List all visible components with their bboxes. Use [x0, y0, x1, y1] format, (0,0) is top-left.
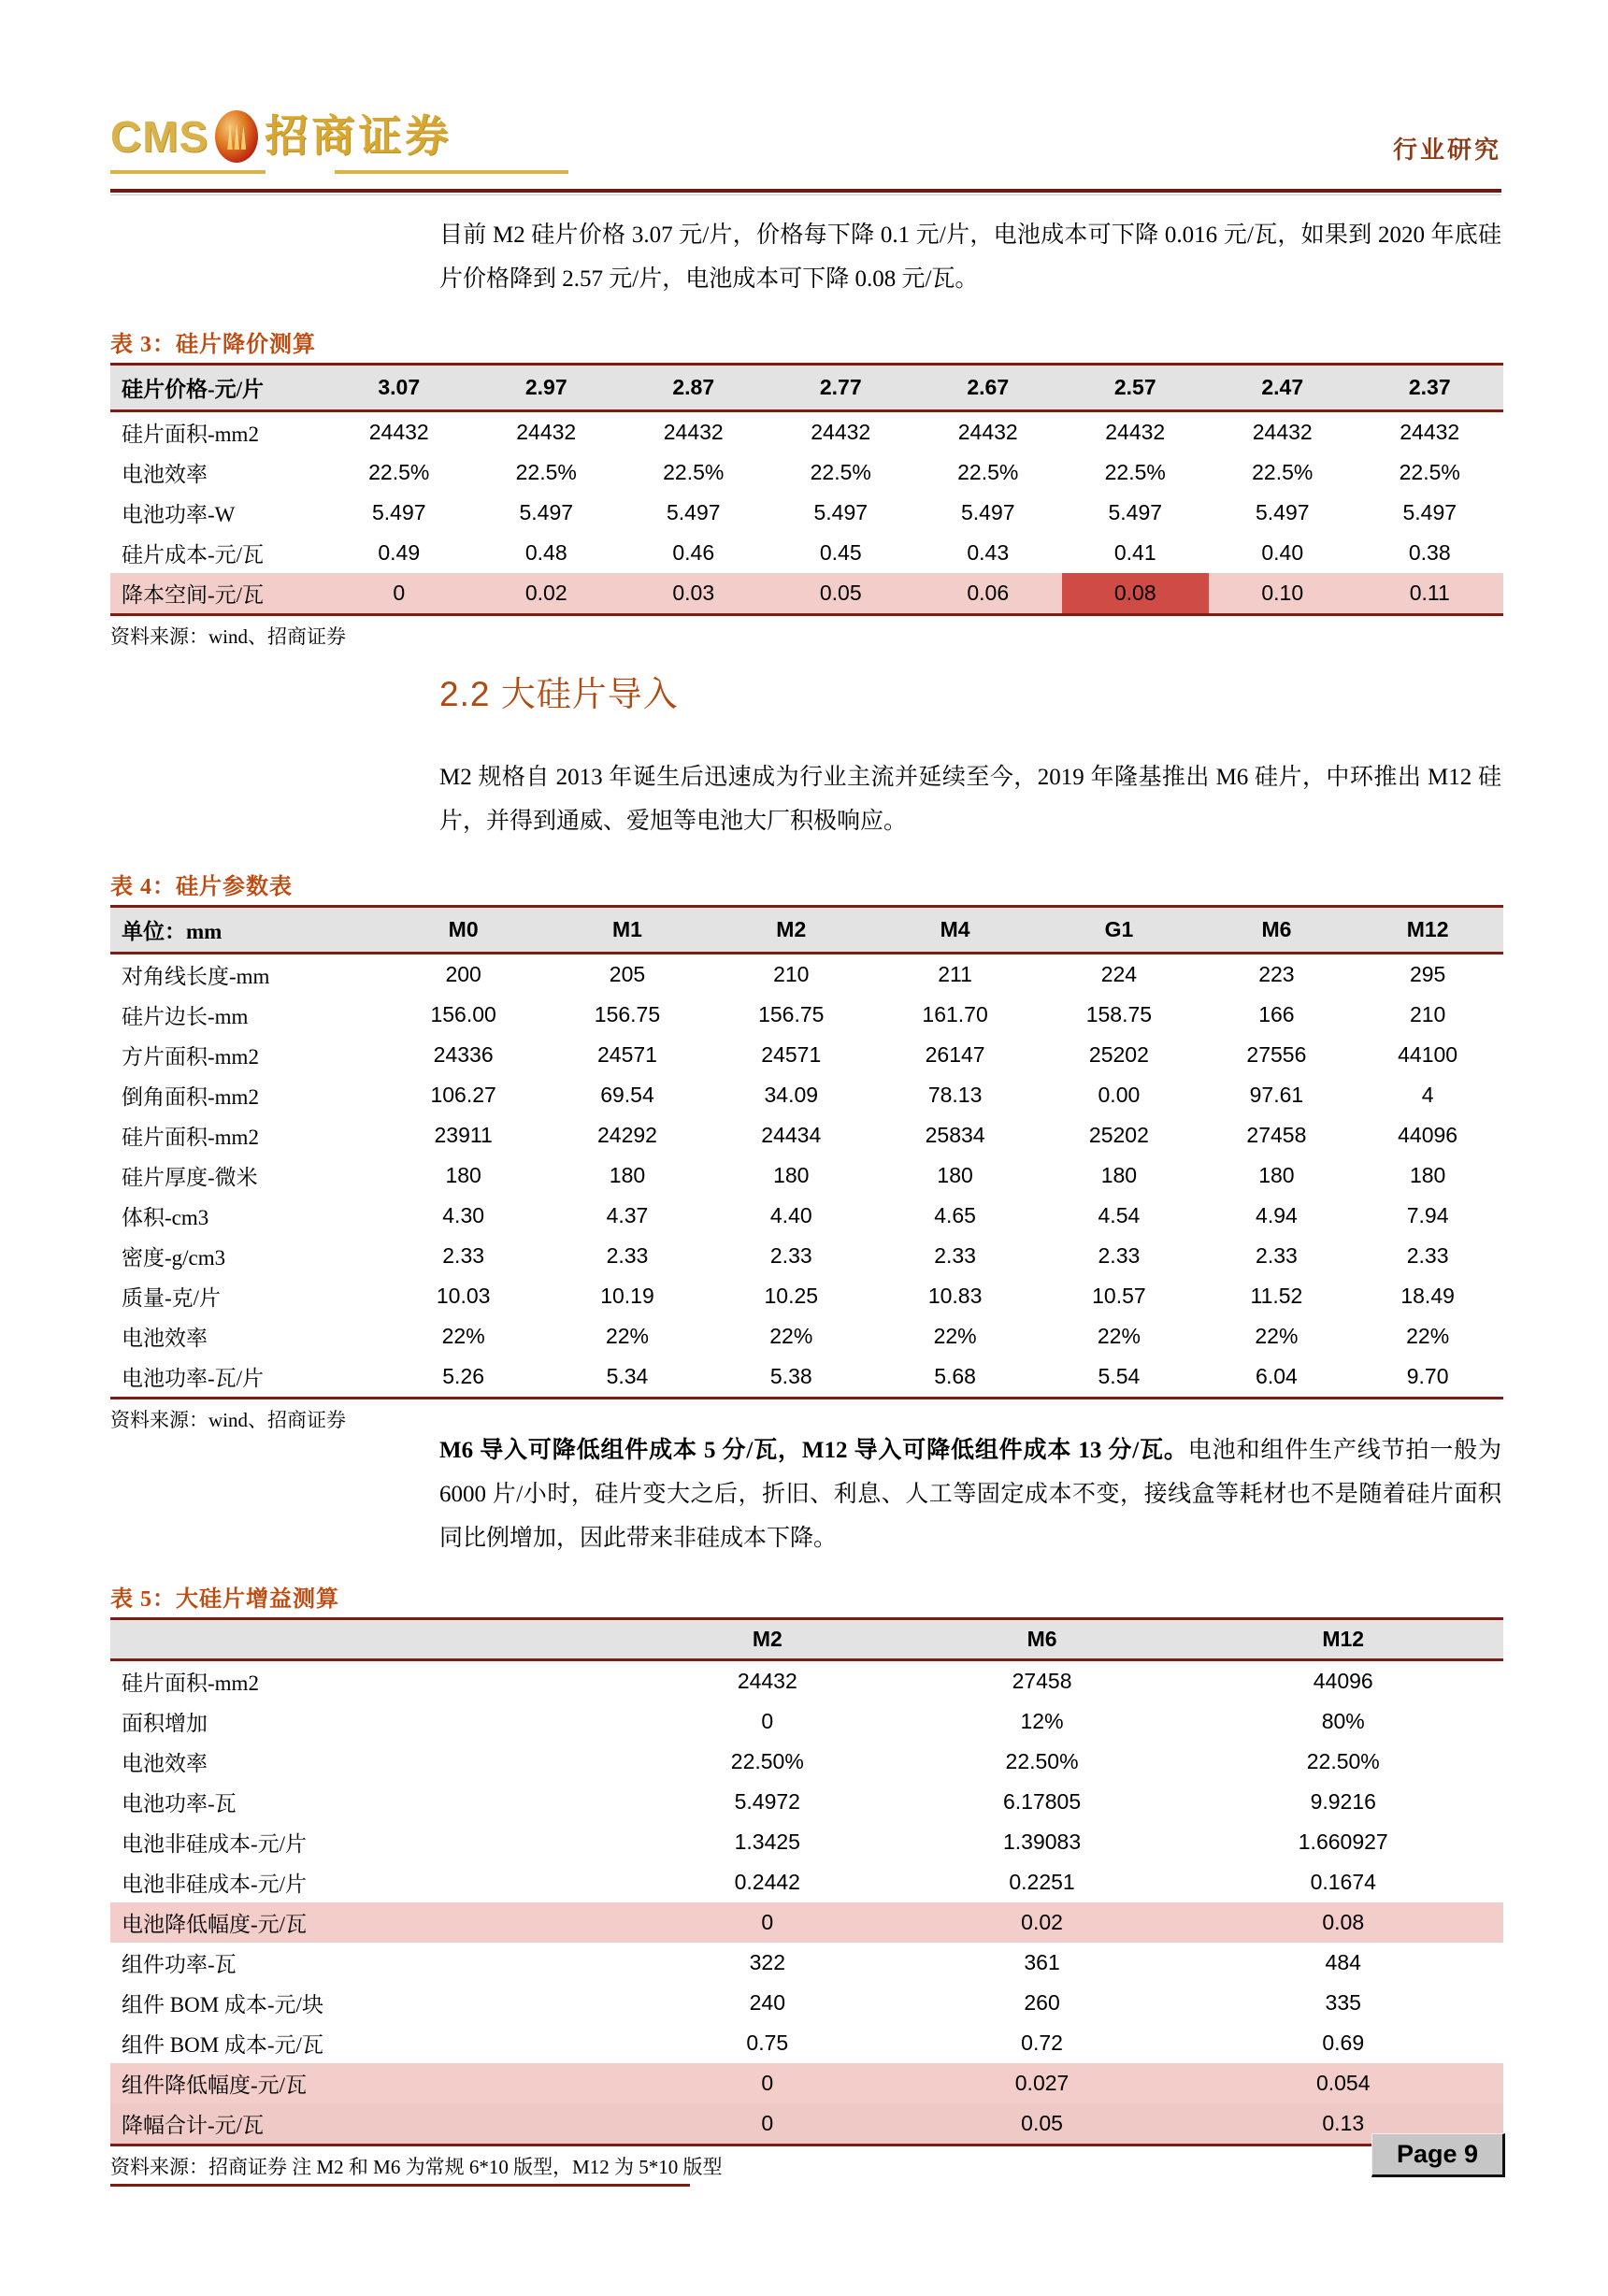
table-cell: 2.33: [1406, 1243, 1449, 1268]
table-cell: 24432: [516, 420, 577, 444]
table3-title: 表 3：硅片降价测算: [110, 333, 316, 357]
row-label: 组件 BOM 成本-元/块: [122, 1993, 323, 2016]
column-header-2: M6: [901, 1619, 1184, 1660]
table-row: [110, 493, 1503, 533]
table-cell: 0.46: [672, 540, 715, 565]
table-cell: 22%: [933, 1324, 977, 1348]
table-cell: 24336: [433, 1042, 494, 1067]
table-row: [110, 1742, 1503, 1782]
column-header-8: 2.37: [1357, 365, 1504, 411]
table-cell: 361: [1024, 1950, 1060, 1974]
table-cell: 44096: [1313, 1669, 1373, 1693]
table5-title: 表 5：大硅片增益测算: [110, 1587, 339, 1612]
header-divider-thin: [110, 194, 1501, 195]
table-cell: 24432: [737, 1669, 797, 1693]
table-cell: 0: [325, 573, 473, 615]
table-cell: 0.2442: [734, 1870, 800, 1894]
table-cell: 0.054: [1183, 2063, 1503, 2103]
table-cell: 27556: [1246, 1042, 1307, 1067]
logo-underline-right: [335, 170, 568, 174]
table-cell: 5.497: [960, 500, 1015, 524]
header-divider: [110, 189, 1501, 193]
table-row: [110, 1701, 1503, 1742]
table-cell: 5.4972: [734, 1789, 800, 1814]
row-label: 电池非硅成本-元/片: [122, 1832, 308, 1856]
table-row: [110, 573, 1503, 615]
table-cell: 0.00: [1098, 1083, 1141, 1107]
table-cell: 5.38: [710, 1356, 873, 1399]
table-cell: 24434: [761, 1123, 822, 1147]
table-cell: 1.660927: [1298, 1830, 1388, 1854]
table3-block: [110, 325, 1503, 650]
table-cell: 22.50%: [1005, 1749, 1079, 1773]
logo-underline-left: [110, 170, 266, 174]
table-row: [110, 1356, 1503, 1399]
table-cell: 484: [1325, 1950, 1361, 1974]
table-cell: 22.5%: [810, 460, 871, 484]
logo-emblem-icon: [215, 110, 258, 163]
table-cell: 0.49: [378, 540, 421, 565]
table-row: [110, 1236, 1503, 1276]
table-cell: 106.27: [430, 1083, 496, 1107]
column-header-1: M0: [381, 907, 545, 954]
table-cell: 5.54: [1037, 1356, 1200, 1399]
table-cell: 210: [773, 962, 810, 986]
row-label: 降本空间-元/瓦: [110, 573, 325, 615]
table-cell: 0.2251: [1009, 1870, 1075, 1894]
table-cell: 5.497: [1255, 500, 1310, 524]
table3-source: 资料来源：wind、招商证券: [110, 625, 346, 648]
table-cell: 9.9216: [1310, 1789, 1376, 1814]
table-cell: 22.5%: [663, 460, 725, 484]
table-cell: 0.02: [473, 573, 621, 615]
table-cell: 322: [749, 1950, 785, 1974]
table-cell: 78.13: [927, 1083, 983, 1107]
cms-logo: [110, 110, 452, 163]
row-label: 硅片成本-元/瓦: [122, 543, 265, 567]
table-cell: 27458: [1012, 1669, 1072, 1693]
table-row: [110, 1782, 1503, 1822]
table-cell: 0.1674: [1310, 1870, 1376, 1894]
table-row: [110, 533, 1503, 573]
table-cell: 24432: [368, 420, 429, 444]
column-header-6: M6: [1201, 907, 1353, 954]
table-cell: 69.54: [600, 1083, 654, 1107]
table-cell: 180: [1409, 1163, 1446, 1187]
table-cell: 6.04: [1201, 1356, 1353, 1399]
table-cell: 24292: [596, 1123, 657, 1147]
table-row: [110, 411, 1503, 453]
table-cell: 295: [1409, 962, 1446, 986]
table-cell: 5.497: [813, 500, 869, 524]
column-header-label: 硅片价格-元/片: [110, 365, 325, 411]
table5-block: [110, 1580, 1503, 2187]
table-cell: 156.75: [758, 1002, 825, 1026]
section-paragraph: M2 规格自 2013 年诞生后迅速成为行业主流并延续至今，2019 年隆基推出 M6 硅片，中环推出 M12 硅片，并得到通威、爱旭等电池大厂积极响应。: [439, 765, 1501, 834]
table-cell: 22%: [1255, 1324, 1299, 1348]
table-cell: 0: [761, 1709, 774, 1733]
table-cell: 0.10: [1209, 573, 1357, 615]
table-cell: 0.43: [967, 540, 1010, 565]
table-cell: 22%: [605, 1324, 649, 1348]
column-header-label: [110, 1619, 634, 1660]
table-cell: 34.09: [764, 1083, 819, 1107]
table-row: [110, 1822, 1503, 1862]
table-cell: 5.34: [545, 1356, 709, 1399]
intro-paragraph: 目前 M2 硅片价格 3.07 元/片，价格每下降 0.1 元/片，电池成本可下降 0.016 元/瓦，如果到 2020 年底硅片价格降到 2.57 元/片，电池成本可下降 0.08 元/瓦。: [439, 222, 1501, 292]
table4-title: 表 4：硅片参数表: [110, 875, 293, 899]
table-row: [110, 2023, 1503, 2063]
table5-source: 资料来源：招商证券 注 M2 和 M6 为常规 6*10 版型，M12 为 5*10 版型: [110, 2156, 723, 2178]
table-cell: 223: [1258, 962, 1295, 986]
table-cell: 205: [609, 962, 646, 986]
row-label: 面积增加: [122, 1712, 208, 1735]
table-cell: 0: [634, 2103, 901, 2145]
table-cell: 0.05: [768, 573, 915, 615]
table-row: [110, 1276, 1503, 1316]
mid-paragraph: [439, 1428, 1501, 1560]
mid-paragraph-rest: 电池和组件生产线节拍一般为 6000 片/小时，硅片变大之后，折旧、利息、人工等固定成本不变，接线盒等耗材也不是随着硅片面积同比例增加，因此带来非硅成本下降。: [439, 1438, 1501, 1551]
table-cell: 240: [749, 1990, 785, 2015]
logo-chinese-text: 招商证券: [265, 112, 452, 160]
page-number-badge: Page 9: [1371, 2133, 1505, 2177]
table-row: [110, 1983, 1503, 2023]
table-cell: 0: [634, 2063, 901, 2103]
page-header: [110, 103, 1501, 193]
table-row: [110, 1316, 1503, 1356]
table-row: [110, 1660, 1503, 1702]
row-label: 电池效率: [122, 463, 208, 486]
table-cell: 180: [937, 1163, 973, 1187]
table-cell: 22.5%: [1104, 460, 1166, 484]
table-cell: 6.17805: [1002, 1789, 1082, 1814]
table-cell: 4.94: [1256, 1203, 1298, 1227]
table-cell: 180: [773, 1163, 810, 1187]
table-cell: 0.027: [901, 2063, 1184, 2103]
table-cell: 0.69: [1322, 2031, 1365, 2055]
table-cell: 27458: [1246, 1123, 1307, 1147]
table-cell: 180: [1100, 1163, 1138, 1187]
table-row: [110, 1902, 1503, 1943]
table-cell: 22%: [1097, 1324, 1141, 1348]
column-header-3: M2: [710, 907, 873, 954]
table-cell: 0.72: [1021, 2031, 1063, 2055]
column-header-3: 2.87: [620, 365, 768, 411]
column-header-5: 2.67: [914, 365, 1062, 411]
table-cell: 0.41: [1113, 540, 1156, 565]
table-cell: 0.06: [914, 573, 1062, 615]
row-label: 质量-克/片: [122, 1286, 222, 1310]
table-cell: 4.30: [442, 1203, 485, 1227]
table-cell: 5.497: [1402, 500, 1457, 524]
table-cell: 161.70: [922, 1002, 988, 1026]
table-cell: 4.37: [606, 1203, 649, 1227]
row-label: 电池功率-W: [122, 503, 236, 526]
table-cell: 25202: [1088, 1042, 1149, 1067]
row-label: 降幅合计-元/瓦: [110, 2103, 634, 2145]
table-cell: 44096: [1398, 1123, 1458, 1147]
table-cell: 22%: [1406, 1324, 1450, 1348]
table-cell: 22.50%: [1306, 1749, 1380, 1773]
table-cell: 0.03: [620, 573, 768, 615]
table-cell: 24571: [596, 1042, 657, 1067]
table-cell: 24432: [811, 420, 871, 444]
table-cell: 24432: [1400, 420, 1460, 444]
column-header-7: M12: [1352, 907, 1503, 954]
row-label: 硅片厚度-微米: [122, 1166, 258, 1189]
table-cell: 4.40: [769, 1203, 812, 1227]
table-row: [110, 2063, 1503, 2103]
table-row: [110, 1862, 1503, 1902]
column-header-label: 单位：mm: [110, 907, 381, 954]
column-header-2: M1: [545, 907, 709, 954]
table-row: [110, 1943, 1503, 1983]
table-cell: 2.33: [769, 1243, 812, 1268]
column-header-3: M12: [1183, 1619, 1503, 1660]
table-cell: 180: [1258, 1163, 1295, 1187]
row-label: 电池功率-瓦: [122, 1792, 237, 1815]
table-cell: 158.75: [1085, 1002, 1153, 1026]
table-cell: 335: [1325, 1990, 1361, 2015]
row-label: 电池非硅成本-元/片: [122, 1873, 308, 1896]
table-cell: 22.5%: [1399, 460, 1460, 484]
table-cell: 80%: [1321, 1709, 1365, 1733]
row-label: 倒角面积-mm2: [122, 1085, 259, 1109]
row-label: 电池效率: [122, 1327, 208, 1350]
table-cell: 5.26: [381, 1356, 545, 1399]
table-cell: 4.65: [934, 1203, 976, 1227]
table-cell: 5.497: [1108, 500, 1163, 524]
row-label: 电池降低幅度-元/瓦: [110, 1902, 634, 1943]
table-cell: 156.75: [594, 1002, 661, 1026]
table-row: [110, 954, 1503, 996]
table-cell: 24571: [761, 1042, 822, 1067]
section-heading-2-2: 2.2 大硅片导入: [439, 675, 679, 713]
table-row: [110, 995, 1503, 1035]
table-cell: 2.33: [606, 1243, 649, 1268]
row-label: 硅片面积-mm2: [122, 1126, 259, 1149]
table-cell: 22.5%: [515, 460, 577, 484]
table-cell: 5.497: [371, 500, 426, 524]
column-header-7: 2.47: [1209, 365, 1357, 411]
table-cell: 4.54: [1098, 1203, 1141, 1227]
table-cell: 0.08: [1183, 1902, 1503, 1943]
table-cell: 0.75: [746, 2031, 789, 2055]
header-category-label: 行业研究: [1392, 136, 1501, 164]
table-cell: 0: [634, 1902, 901, 1943]
row-label: 对角线长度-mm: [122, 965, 270, 988]
table-cell: 2.33: [1256, 1243, 1298, 1268]
table-cell: 2.33: [442, 1243, 485, 1268]
row-label: 硅片面积-mm2: [122, 1672, 259, 1695]
table-row: [110, 1115, 1503, 1155]
column-header-1: 3.07: [325, 365, 473, 411]
table-cell: 180: [609, 1163, 646, 1187]
table-cell: 23911: [434, 1123, 493, 1147]
table-cell: 12%: [1020, 1709, 1064, 1733]
row-label: 组件功率-瓦: [122, 1953, 237, 1976]
table5-bottom-rule: [110, 2184, 690, 2187]
table-cell: 22.5%: [957, 460, 1019, 484]
column-header-1: M2: [634, 1619, 901, 1660]
row-label: 组件降低幅度-元/瓦: [110, 2063, 634, 2103]
table-cell: 0.11: [1357, 573, 1504, 615]
table3-header-row: [110, 365, 1503, 411]
row-label: 硅片面积-mm2: [122, 423, 259, 446]
mid-paragraph-bold: M6 导入可降低组件成本 5 分/瓦，M12 导入可降低组件成本 13 分/瓦。: [439, 1438, 1188, 1463]
table-cell: 24432: [957, 420, 1018, 444]
table-row: [110, 452, 1503, 493]
table-cell: 26147: [925, 1042, 985, 1067]
row-label: 组件 BOM 成本-元/瓦: [122, 2033, 323, 2057]
table-cell: 22.5%: [368, 460, 430, 484]
column-header-6: 2.57: [1062, 365, 1210, 411]
table-cell: 1.3425: [734, 1830, 800, 1854]
table-cell: 5.497: [519, 500, 574, 524]
table-cell: 1.39083: [1002, 1830, 1082, 1854]
table-cell: 22.5%: [1252, 460, 1314, 484]
column-header-4: 2.77: [768, 365, 915, 411]
row-label: 密度-g/cm3: [122, 1246, 226, 1270]
table-cell: 210: [1409, 1002, 1446, 1026]
table-cell: 10.57: [1092, 1284, 1146, 1308]
table-cell: 22.50%: [730, 1749, 804, 1773]
table-cell: 24432: [1105, 420, 1166, 444]
table-row: [110, 2103, 1503, 2145]
column-header-5: G1: [1037, 907, 1200, 954]
table-cell: 10.25: [764, 1284, 819, 1308]
table-cell: 0.45: [819, 540, 862, 565]
table5-header-row: [110, 1619, 1503, 1660]
table-cell: 0.40: [1261, 540, 1304, 565]
table-row: [110, 1196, 1503, 1236]
table-cell: 211: [938, 962, 972, 986]
table-cell: 24432: [1252, 420, 1313, 444]
row-label: 电池效率: [122, 1752, 208, 1775]
table-row: [110, 1075, 1503, 1115]
table-cell: 0.13: [1183, 2103, 1503, 2145]
table-cell: 44100: [1398, 1042, 1458, 1067]
table4-header-row: [110, 907, 1503, 954]
table-cell: 200: [445, 962, 481, 986]
row-label: 电池功率-瓦/片: [110, 1356, 381, 1399]
table-cell: 224: [1100, 962, 1138, 986]
table-cell: 166: [1258, 1002, 1295, 1026]
table-cell: 9.70: [1352, 1356, 1503, 1399]
table4-block: [110, 868, 1503, 1433]
table-cell: 22%: [769, 1324, 813, 1348]
table-cell: 24432: [663, 420, 724, 444]
table-cell: 0.02: [901, 1902, 1184, 1943]
table4: [110, 905, 1503, 1399]
row-label: 硅片边长-mm: [122, 1005, 249, 1028]
table-cell: 18.49: [1400, 1284, 1455, 1308]
table-cell: 11.52: [1250, 1284, 1303, 1308]
table-cell: 22%: [441, 1324, 485, 1348]
table-cell: 0.38: [1408, 540, 1451, 565]
table-cell: 10.03: [436, 1284, 491, 1308]
table-cell: 5.68: [873, 1356, 1037, 1399]
table5: [110, 1617, 1503, 2146]
table4-source: 资料来源：wind、招商证券: [110, 1409, 346, 1431]
table-cell: 260: [1024, 1990, 1060, 2015]
row-label: 体积-cm3: [122, 1206, 209, 1229]
logo-latin-text: CMS: [110, 112, 209, 161]
table-cell: 97.61: [1249, 1083, 1304, 1107]
table-cell: 5.497: [666, 500, 721, 524]
table-cell: 0.48: [524, 540, 567, 565]
table-cell: 25834: [925, 1123, 985, 1147]
table-cell: 10.19: [600, 1284, 654, 1308]
table-row: [110, 1155, 1503, 1196]
table-cell: 7.94: [1406, 1203, 1449, 1227]
table-cell: 25202: [1088, 1123, 1149, 1147]
table-cell: 2.33: [934, 1243, 976, 1268]
column-header-4: M4: [873, 907, 1037, 954]
table-cell: 0.08: [1062, 573, 1210, 615]
row-label: 方片面积-mm2: [122, 1045, 259, 1069]
table-cell: 10.83: [927, 1284, 983, 1308]
table-cell: 180: [445, 1163, 481, 1187]
table3: [110, 363, 1503, 616]
table-cell: 0.05: [901, 2103, 1184, 2145]
table-cell: 2.33: [1098, 1243, 1141, 1268]
table-row: [110, 1035, 1503, 1075]
column-header-2: 2.97: [473, 365, 621, 411]
table-cell: 4: [1421, 1083, 1434, 1107]
table-cell: 156.00: [430, 1002, 496, 1026]
